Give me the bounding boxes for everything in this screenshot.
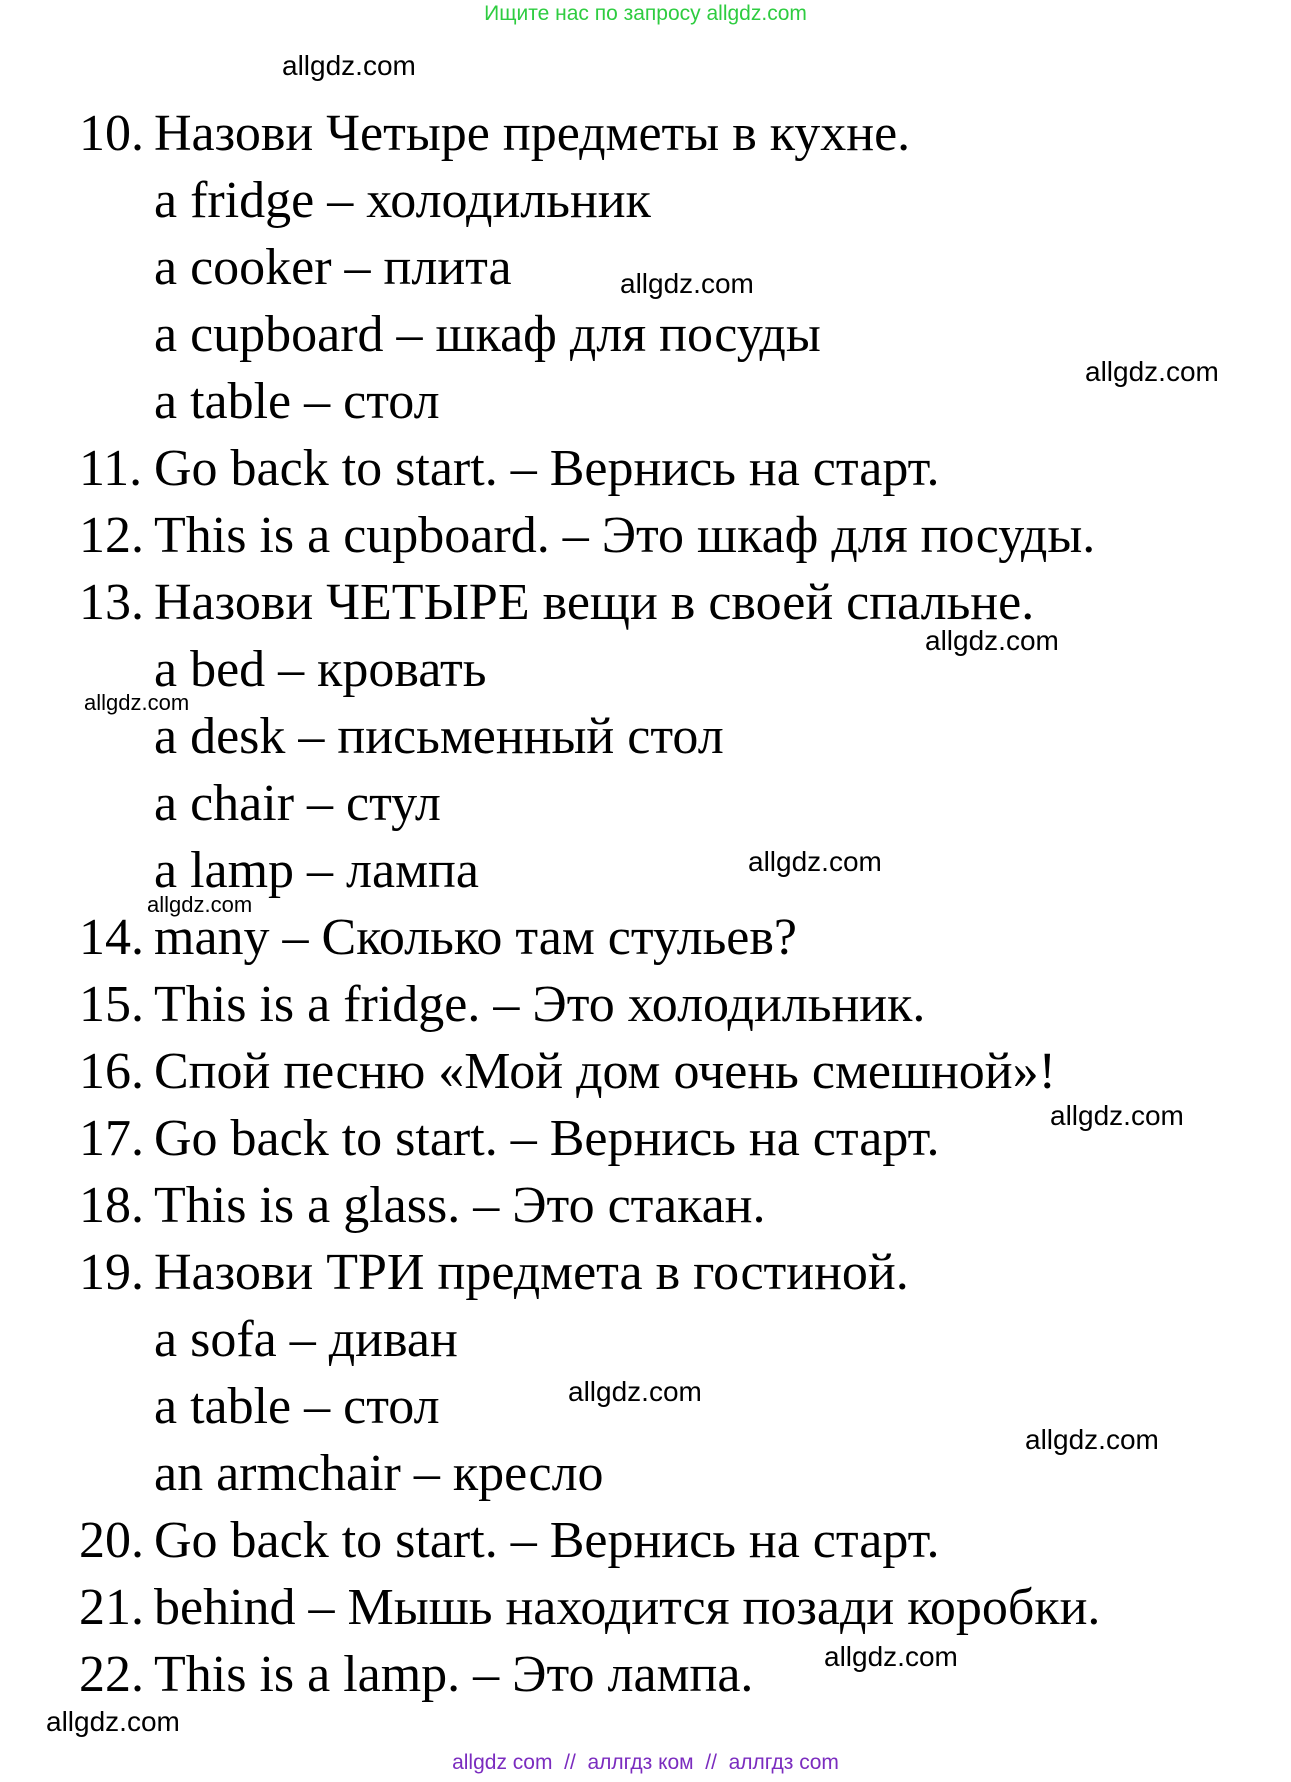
list-subitem: a bed – кровать	[154, 641, 487, 698]
item-text: Назови ТРИ предмета в гостиной.	[154, 1244, 909, 1301]
list-item	[79, 105, 911, 162]
list-subitem: an armchair – кресло	[154, 1445, 604, 1502]
watermark: allgdz.com	[568, 1376, 702, 1407]
watermark: allgdz.com	[84, 690, 190, 715]
list-subitem: a fridge – холодильник	[154, 172, 651, 229]
item-text: many – Сколько там стульев?	[154, 909, 797, 966]
item-text: This is a cupboard. – Это шкаф для посуды.	[154, 507, 1096, 564]
watermark: allgdz.com	[147, 892, 253, 917]
item-number: 11.	[79, 440, 143, 497]
item-number: 18.	[79, 1177, 144, 1234]
item-text: Go back to start. – Вернись на старт.	[154, 440, 940, 497]
item-number: 12.	[79, 507, 144, 564]
item-number: 21.	[79, 1579, 144, 1636]
item-number: 22.	[79, 1646, 144, 1703]
list-item	[79, 1244, 909, 1301]
list-item	[79, 574, 1035, 631]
watermark: allgdz.com	[824, 1641, 958, 1672]
list-item	[79, 976, 926, 1033]
item-text: This is a lamp. – Это лампа.	[154, 1646, 754, 1703]
list-item	[79, 1579, 1101, 1636]
list-subitem: a table – стол	[154, 1378, 440, 1435]
watermark: allgdz.com	[620, 268, 754, 299]
list-subitem: a lamp – лампа	[154, 842, 479, 899]
list-subitem: a desk – письменный стол	[154, 708, 724, 765]
item-text: Назови Четыре предметы в кухне.	[154, 105, 911, 162]
item-text: Назови ЧЕТЫРЕ вещи в своей спальне.	[154, 574, 1035, 631]
list-subitem: a cooker – плита	[154, 239, 512, 296]
list-item	[79, 1512, 940, 1569]
list-subitem: a table – стол	[154, 373, 440, 430]
item-text: This is a glass. – Это стакан.	[154, 1177, 766, 1234]
item-number: 10.	[79, 105, 144, 162]
item-text: Спой песню «Мой дом очень смешной»!	[154, 1043, 1056, 1100]
list-item	[79, 909, 797, 966]
watermark: allgdz.com	[46, 1706, 180, 1737]
item-number: 17.	[79, 1110, 144, 1167]
top-search-banner: Ищите нас по запросу allgdz.com	[484, 2, 807, 25]
watermark: allgdz.com	[925, 625, 1059, 656]
list-subitem: a sofa – диван	[154, 1311, 458, 1368]
item-text: Go back to start. – Вернись на старт.	[154, 1512, 940, 1569]
item-text: This is a fridge. – Это холодильник.	[154, 976, 926, 1033]
item-text: behind – Мышь находится позади коробки.	[154, 1579, 1101, 1636]
item-number: 14.	[79, 909, 144, 966]
list-item	[79, 1043, 1056, 1100]
watermark: allgdz.com	[1050, 1100, 1184, 1131]
item-number: 15.	[79, 976, 144, 1033]
list-item	[79, 440, 940, 497]
watermark: allgdz.com	[1025, 1424, 1159, 1455]
item-number: 19.	[79, 1244, 144, 1301]
list-subitem: a cupboard – шкаф для посуды	[154, 306, 821, 363]
list-subitem: a chair – стул	[154, 775, 441, 832]
watermark: allgdz.com	[1085, 356, 1219, 387]
watermark: allgdz.com	[282, 50, 416, 81]
item-number: 20.	[79, 1512, 144, 1569]
item-text: Go back to start. – Вернись на старт.	[154, 1110, 940, 1167]
footer-links: allgdz com // аллгдз ком // аллгдз com	[452, 1751, 839, 1774]
list-item	[79, 1646, 754, 1703]
item-number: 16.	[79, 1043, 144, 1100]
list-item	[79, 1177, 766, 1234]
list-item	[79, 1110, 940, 1167]
list-item	[79, 507, 1096, 564]
watermark: allgdz.com	[748, 846, 882, 877]
item-number: 13.	[79, 574, 144, 631]
